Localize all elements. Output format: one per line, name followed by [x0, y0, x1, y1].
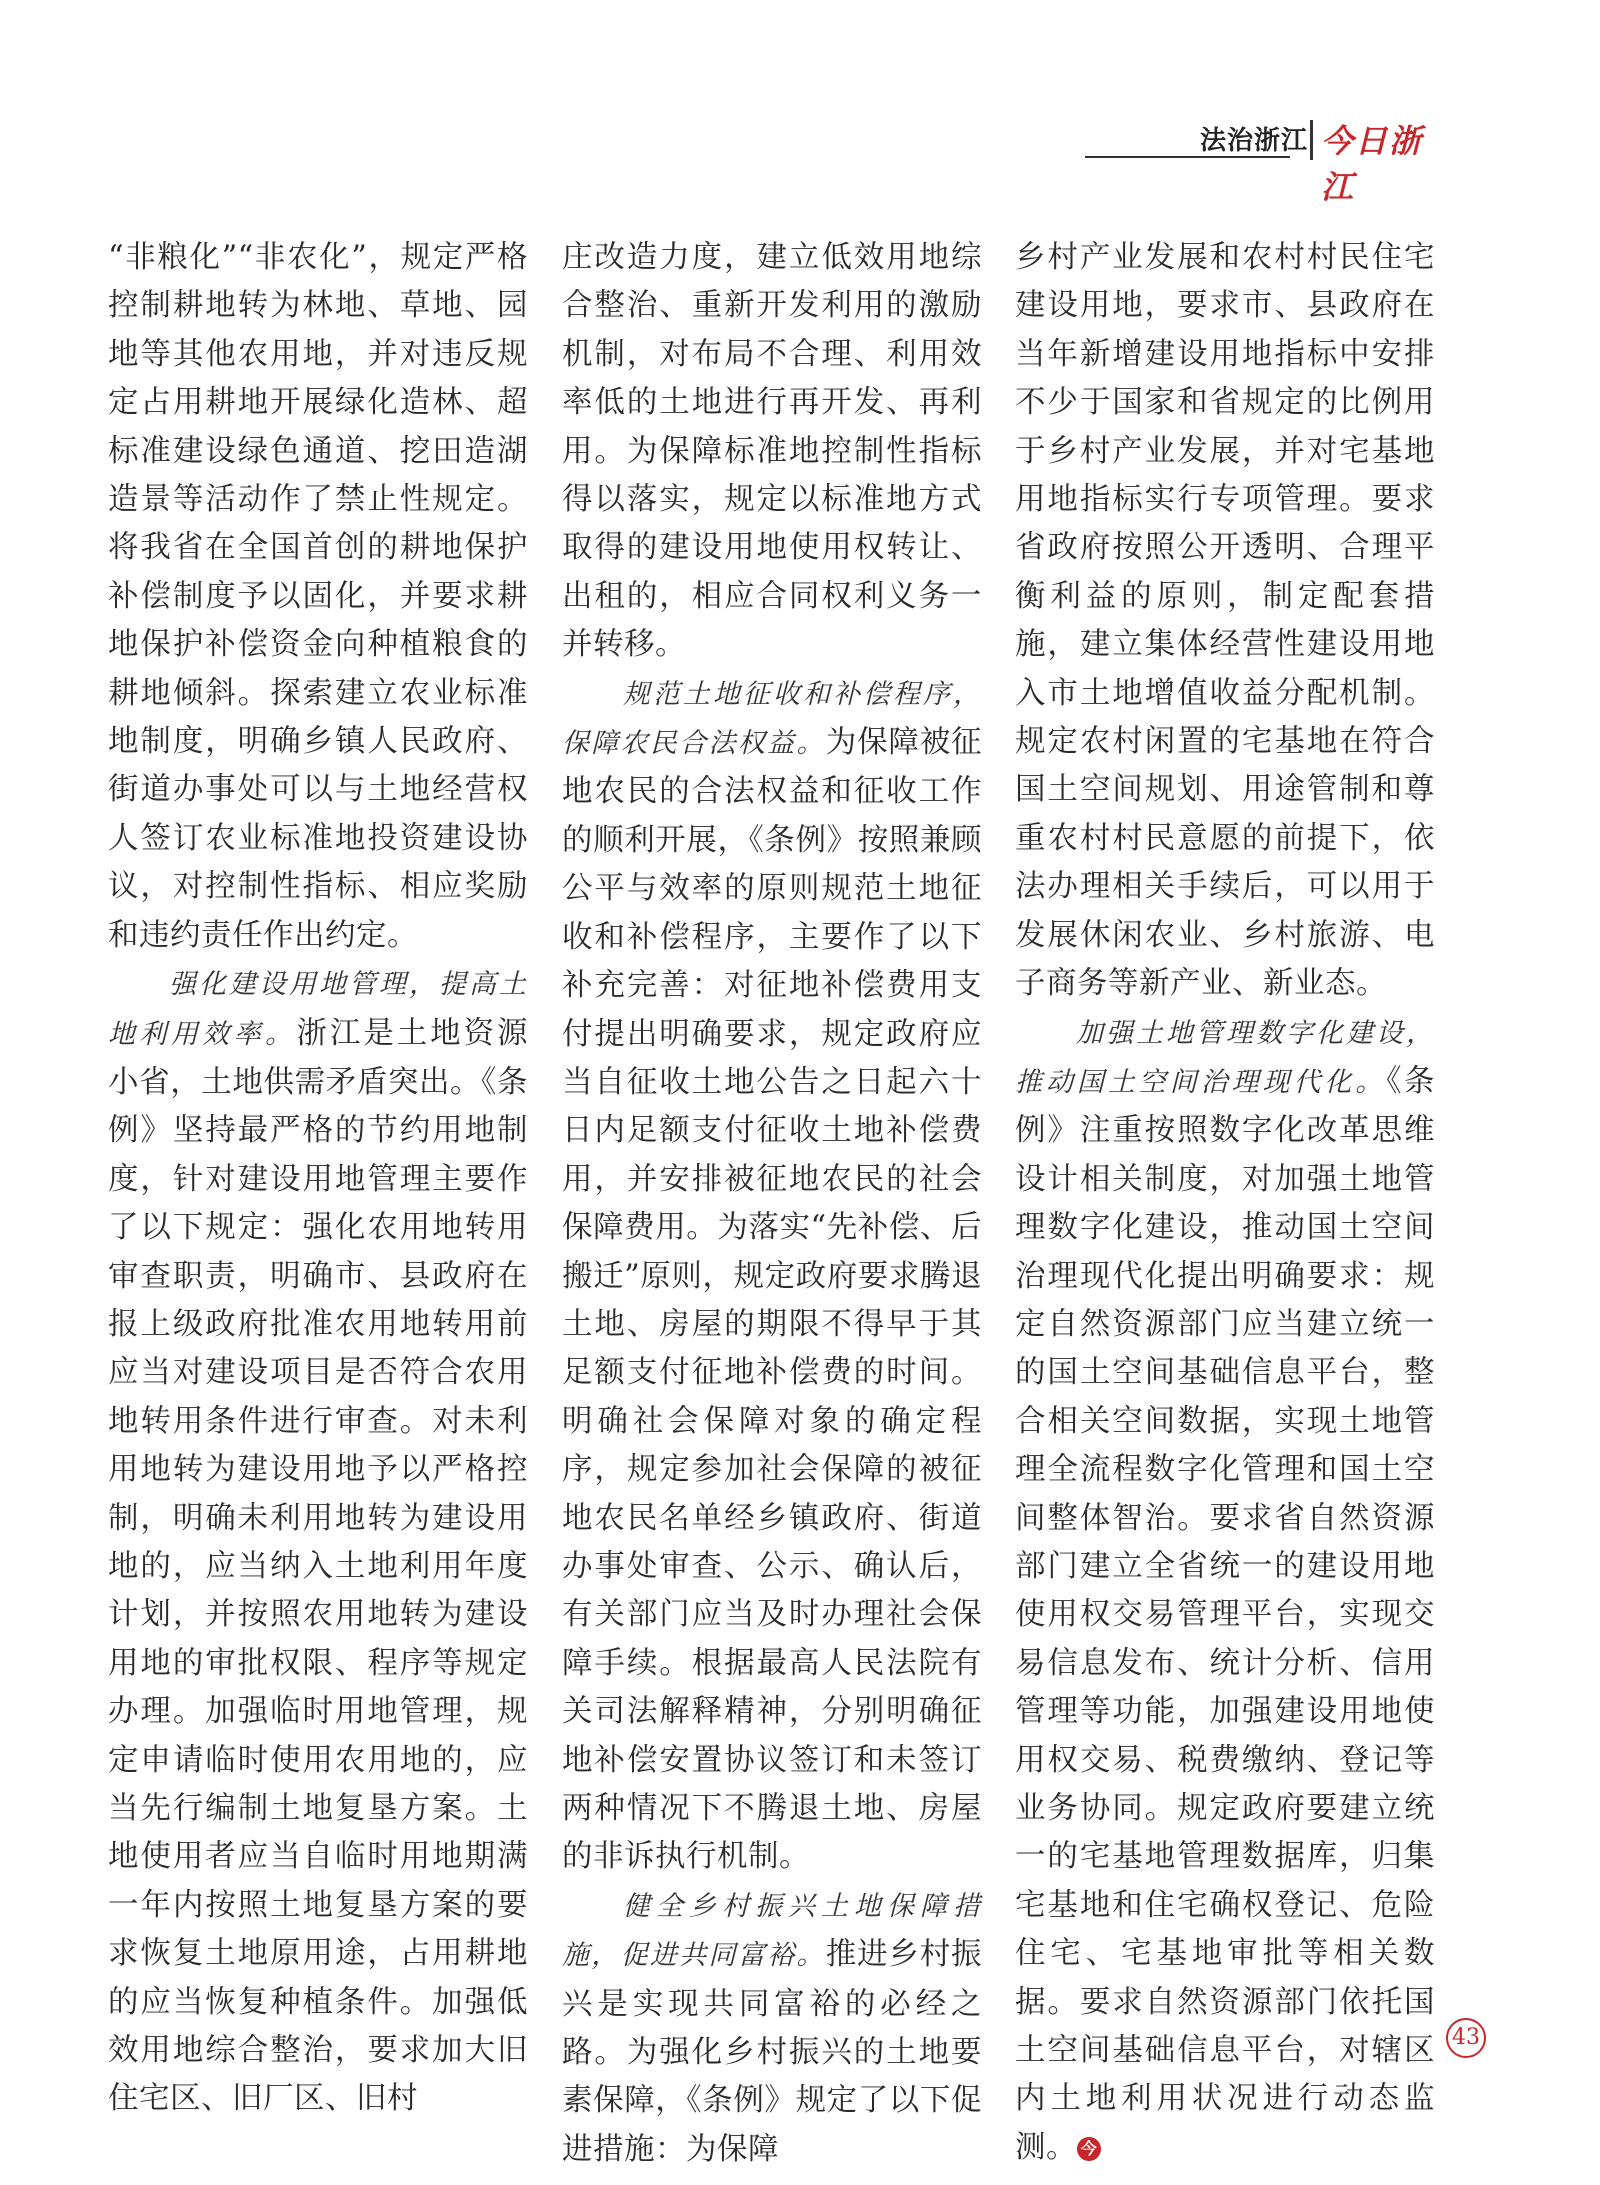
- paragraph-text: 《条例》注重按照数字化改革思维设计相关制度，对加强土地管理数字化建设，推动国土空间治理现代化提出明确要求：规定自然资源部门应当建立统一的国土空间基础信息平台，整合相关空间数据，实现土地管理全流程数字化管理和国土空间整体智治。要求省自然资源部门建立全省统一的建设用地使用权交易管理平台，实现交易信息发布、统计分析、信用管理等功能，加强建设用地使用权交易、税费缴纳、登记等业务协同。规定政府要建立统一的宅基地管理数据库，归集宅基地和住宅确权登记、危险住宅、宅基地审批等相关数据。要求自然资源部门依托国土空间基础信息平台，对辖区内土地利用状况进行动态监测。: [1015, 1063, 1436, 2165]
- section-lead: 健全乡村振兴土地保障措施，促进共同富裕。: [562, 1890, 982, 1972]
- article-column-3: [1015, 234, 1435, 2172]
- paragraph: [562, 1882, 982, 2174]
- article-column-2: [562, 234, 982, 2174]
- section-lead: 强化建设用地管理，提高土地利用效率。: [108, 969, 528, 1050]
- paragraph: [562, 670, 982, 1882]
- magazine-logo: 今日浙江: [1321, 122, 1424, 206]
- paragraph-text: 庄改造力度，建立低效用地综合整治、重新开发利用的激励机制，对布局不合理、利用效率低的土地进行再开发、再利用。为保障标准地控制性指标得以落实，规定以标准地方式取得的建设用地使用权转让、出租的，相应合同权利义务一并转移。: [562, 240, 982, 663]
- page-header: [1085, 118, 1445, 206]
- paragraph-text: “非粮化”“非农化”，规定严格控制耕地转为林地、草地、园地等其他农用地，并对违反规定占用耕地开展绿化造林、超标准建设绿色通道、挖田造湖造景等活动作了禁止性规定。将我省在全国首创的耕地保护补偿制度予以固化，并要求耕地保护补偿资金向种植粮食的耕地倾斜。探索建立农业标准地制度，明确乡镇人民政府、街道办事处可以与土地经营权人签订农业标准地投资建设协议，对控制性指标、相应奖励和违约责任作出约定。: [108, 240, 528, 953]
- paragraph-text: 浙江是土地资源小省，土地供需矛盾突出。《条例》坚持最严格的节约用地制度，针对建设用地管理主要作了以下规定：强化农用地转用审查职责，明确市、县政府在报上级政府批准农用地转用前应当对建设项目是否符合农用地转用条件进行审查。对未利用地转为建设用地予以严格控制，明确未利用地转为建设用地的，应当纳入土地利用年度计划，并按照农用地转为建设用地的审批权限、程序等规定办理。加强临时用地管理，规定申请临时使用农用地的，应当先行编制土地复垦方案。土地使用者应当自临时用地期满一年内按照土地复垦方案的要求恢复土地原用途，占用耕地的应当恢复种植条件。加强低效用地综合整治，要求加大旧住宅区、旧厂区、旧村: [108, 1015, 528, 2117]
- paragraph-text: 乡村产业发展和农村村民住宅建设用地，要求市、县政府在当年新增建设用地指标中安排不少于国家和省规定的比例用于乡村产业发展，并对宅基地用地指标实行专项管理。要求省政府按照公开透明、合理平衡利益的原则，制定配套措施，建立集体经营性建设用地入市土地增值收益分配机制。规定农村闲置的宅基地在符合国土空间规划、用途管制和尊重农村村民意愿的前提下，依法办理相关手续后，可以用于发展休闲农业、乡村旅游、电子商务等新产业、新业态。: [1015, 240, 1435, 1002]
- page-number: 43: [1446, 2018, 1486, 2058]
- paragraph: [1015, 234, 1435, 1009]
- paragraph: [108, 234, 528, 960]
- header-section-title: 法治浙江: [1200, 126, 1309, 156]
- paragraph-text: 推进乡村振兴是实现共同富裕的必经之路。为强化乡村振兴的土地要素保障，《条例》规定了以下促进措施：为保障: [562, 1937, 983, 2167]
- paragraph: [1015, 1009, 1435, 2173]
- header-divider: [1310, 120, 1313, 160]
- section-lead: 加强土地管理数字化建设，推动国土空间治理现代化。: [1015, 1017, 1435, 1098]
- article-column-1: [108, 234, 528, 2124]
- paragraph-text: 为保障被征地农民的合法权益和征收工作的顺利开展，《条例》按照兼顾公平与效率的原则规范土地征收和补偿程序，主要作了以下补充完善：对征地补偿费用支付提出明确要求，规定政府应当自征收土地公告之日起六十日内足额支付征收土地补偿费用，并安排被征地农民的社会保障费用。为落实“先补偿、后搬迁”原则，规定政府要求腾退土地、房屋的期限不得早于其足额支付征地补偿费的时间。明确社会保障对象的确定程序，规定参加社会保障的被征地农民名单经乡镇政府、街道办事处审查、公示、确认后，有关部门应当及时办理社会保障手续。根据最高人民法院有关司法解释精神，分别明确征地补偿安置协议签订和未签订两种情况下不腾退土地、房屋的非诉执行机制。: [562, 725, 983, 1875]
- paragraph: [108, 960, 528, 2124]
- section-lead: 规范土地征收和补偿程序，保障农民合法权益。: [562, 678, 982, 760]
- paragraph: [562, 234, 982, 670]
- article-end-icon: 今: [1077, 2137, 1101, 2161]
